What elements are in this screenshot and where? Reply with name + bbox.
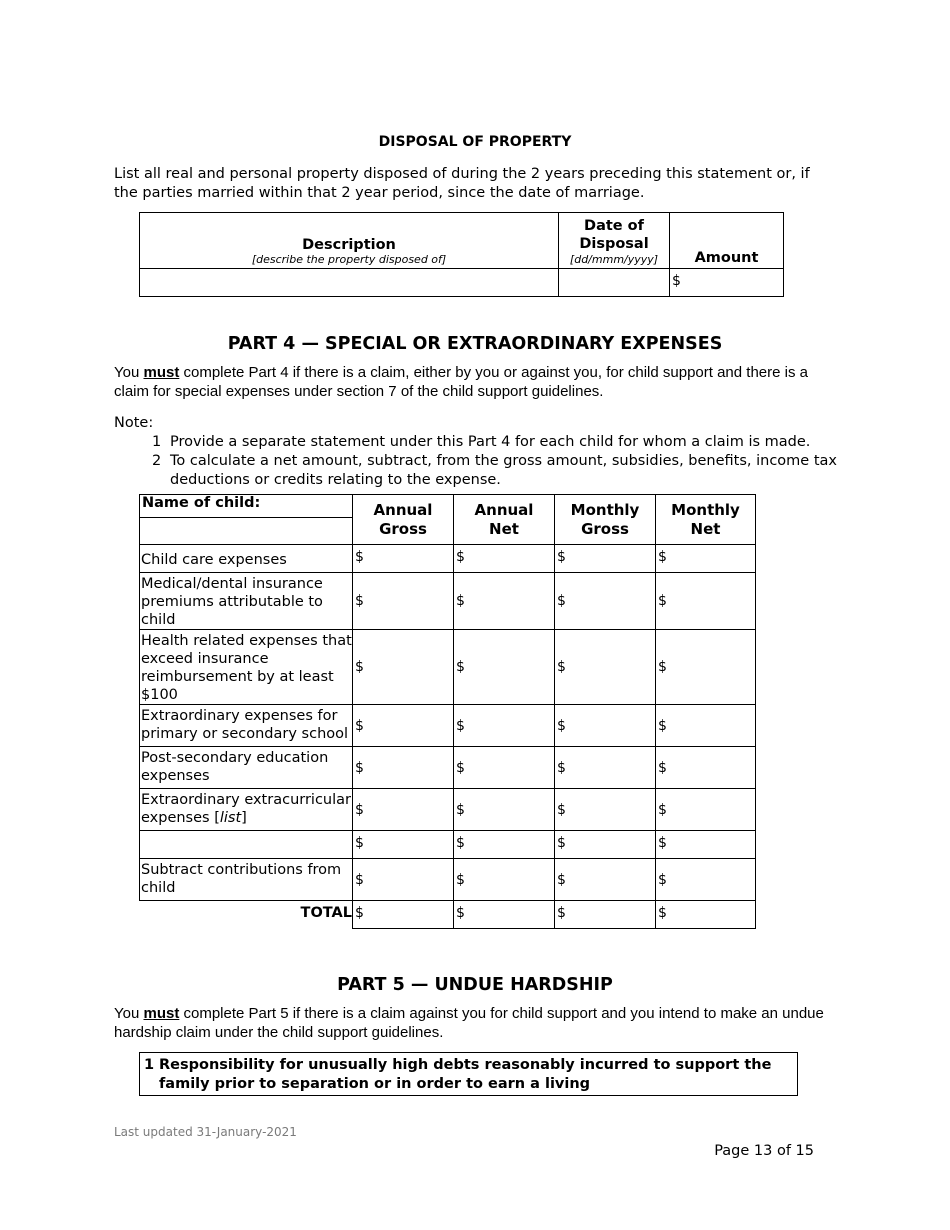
monthly-gross-input[interactable]: $ bbox=[555, 789, 656, 831]
total-monthly-gross[interactable]: $ bbox=[555, 901, 656, 929]
total-label: TOTAL bbox=[300, 905, 352, 921]
monthly-gross-input[interactable]: $ bbox=[555, 831, 656, 859]
monthly-gross-input[interactable]: $ bbox=[555, 705, 656, 747]
part4-intro bbox=[114, 363, 839, 401]
part4-intro-before: You bbox=[114, 364, 144, 381]
monthly-gross-input[interactable]: $ bbox=[555, 859, 656, 901]
monthly-gross-input[interactable]: $ bbox=[555, 573, 656, 630]
annual-gross-input[interactable]: $ bbox=[353, 630, 454, 705]
date-header-line2: Disposal bbox=[579, 236, 649, 252]
notes-list bbox=[144, 433, 844, 490]
date-hint: [dd/mmm/yyyy] bbox=[569, 253, 659, 266]
annual-gross-input[interactable]: $ bbox=[353, 573, 454, 630]
row-label: Extraordinary expenses for primary or secondary school bbox=[140, 705, 353, 747]
disposal-title: DISPOSAL OF PROPERTY bbox=[378, 134, 572, 150]
part5-title: PART 5 — UNDUE HARDSHIP bbox=[337, 975, 613, 995]
hardship-item-1 bbox=[139, 1052, 798, 1096]
total-monthly-net[interactable]: $ bbox=[656, 901, 756, 929]
annual-net-input[interactable]: $ bbox=[454, 573, 555, 630]
col-annual-gross: Annual Gross bbox=[353, 495, 454, 545]
date-header-cell bbox=[559, 213, 670, 269]
table-row bbox=[140, 705, 756, 747]
note-num: 1 bbox=[152, 434, 162, 450]
page-number: Page 13 of 15 bbox=[714, 1143, 814, 1159]
monthly-net-input[interactable]: $ bbox=[656, 630, 756, 705]
table-row bbox=[140, 630, 756, 705]
monthly-net-input[interactable]: $ bbox=[656, 789, 756, 831]
row-label: Post-secondary education expenses bbox=[140, 747, 353, 789]
description-header-cell bbox=[140, 213, 559, 269]
total-row bbox=[140, 901, 756, 929]
part4-intro-must: must bbox=[143, 364, 180, 381]
annual-net-input[interactable]: $ bbox=[454, 747, 555, 789]
amount-input[interactable]: $ bbox=[670, 269, 784, 297]
col-monthly-net: Monthly Net bbox=[656, 495, 756, 545]
description-hint: [describe the property disposed of] bbox=[251, 253, 447, 266]
date-input[interactable] bbox=[559, 269, 670, 297]
col-monthly-gross: Monthly Gross bbox=[555, 495, 656, 545]
note-label: Note: bbox=[114, 415, 154, 431]
note-text: To calculate a net amount, subtract, from the gross amount, subsidies, benefits, income tax deductions or credits relating to the expense. bbox=[170, 453, 837, 488]
hardship-item-num: 1 bbox=[144, 1057, 155, 1073]
disposal-table bbox=[139, 212, 784, 297]
note-item bbox=[144, 433, 844, 452]
total-annual-gross[interactable]: $ bbox=[353, 901, 454, 929]
monthly-net-input[interactable]: $ bbox=[656, 747, 756, 789]
part4-intro-after: complete Part 4 if there is a claim, either by you or against you, for child support and there is a claim for special expenses under section 7 of the child support guidelines. bbox=[114, 364, 808, 400]
table-row bbox=[140, 789, 756, 831]
annual-gross-input[interactable]: $ bbox=[353, 545, 454, 573]
part5-intro-must: must bbox=[143, 1005, 180, 1022]
name-of-child-label: Name of child: bbox=[140, 495, 353, 518]
annual-net-input[interactable]: $ bbox=[454, 705, 555, 747]
amount-header: Amount bbox=[670, 213, 784, 269]
table-row bbox=[140, 747, 756, 789]
description-input[interactable] bbox=[140, 269, 559, 297]
annual-net-input[interactable]: $ bbox=[454, 789, 555, 831]
monthly-net-input[interactable]: $ bbox=[656, 831, 756, 859]
monthly-net-input[interactable]: $ bbox=[656, 545, 756, 573]
monthly-gross-input[interactable]: $ bbox=[555, 747, 656, 789]
annual-gross-input[interactable]: $ bbox=[353, 831, 454, 859]
part5-intro-before: You bbox=[114, 1005, 144, 1022]
part5-intro bbox=[114, 1004, 834, 1042]
part5-intro-after: complete Part 5 if there is a claim against you for child support and you intend to make an undue hardship claim under the child support guidelines. bbox=[114, 1005, 824, 1041]
monthly-net-input[interactable]: $ bbox=[656, 573, 756, 630]
monthly-gross-input[interactable]: $ bbox=[555, 630, 656, 705]
annual-gross-input[interactable]: $ bbox=[353, 789, 454, 831]
table-row bbox=[140, 573, 756, 630]
hardship-item-text: Responsibility for unusually high debts reasonably incurred to support the family prior to separation or in order to earn a living bbox=[159, 1057, 772, 1092]
annual-gross-input[interactable]: $ bbox=[353, 705, 454, 747]
date-header-line1: Date of bbox=[584, 218, 644, 234]
expenses-table bbox=[139, 494, 756, 929]
note-num: 2 bbox=[152, 453, 162, 469]
description-header: Description bbox=[302, 237, 396, 253]
annual-net-input[interactable]: $ bbox=[454, 859, 555, 901]
row-label: Health related expenses that exceed insurance reimbursement by at least $100 bbox=[140, 630, 353, 705]
table-row bbox=[140, 545, 756, 573]
annual-net-input[interactable]: $ bbox=[454, 831, 555, 859]
name-of-child-input[interactable] bbox=[140, 518, 353, 545]
annual-gross-input[interactable]: $ bbox=[353, 859, 454, 901]
row-label: Medical/dental insurance premiums attributable to child bbox=[140, 573, 353, 630]
monthly-net-input[interactable]: $ bbox=[656, 705, 756, 747]
monthly-net-input[interactable]: $ bbox=[656, 859, 756, 901]
row-label: Extraordinary extracurricular expenses [list] bbox=[140, 789, 353, 831]
annual-net-input[interactable]: $ bbox=[454, 630, 555, 705]
total-annual-net[interactable]: $ bbox=[454, 901, 555, 929]
row-label: Subtract contributions from child bbox=[140, 859, 353, 901]
disposal-intro: List all real and personal property disposed of during the 2 years preceding this statement or, if the parties married within that 2 year period, since the date of marriage. bbox=[114, 166, 810, 201]
col-annual-net: Annual Net bbox=[454, 495, 555, 545]
annual-gross-input[interactable]: $ bbox=[353, 747, 454, 789]
row-label-blank[interactable] bbox=[140, 831, 353, 859]
annual-net-input[interactable]: $ bbox=[454, 545, 555, 573]
table-row bbox=[140, 859, 756, 901]
note-item bbox=[144, 452, 844, 490]
part4-title: PART 4 — SPECIAL OR EXTRAORDINARY EXPENSES bbox=[227, 334, 723, 354]
table-row bbox=[140, 831, 756, 859]
row-label: Child care expenses bbox=[140, 545, 353, 573]
last-updated: Last updated 31-January-2021 bbox=[114, 1125, 297, 1139]
monthly-gross-input[interactable]: $ bbox=[555, 545, 656, 573]
note-text: Provide a separate statement under this Part 4 for each child for whom a claim is made. bbox=[170, 434, 811, 450]
